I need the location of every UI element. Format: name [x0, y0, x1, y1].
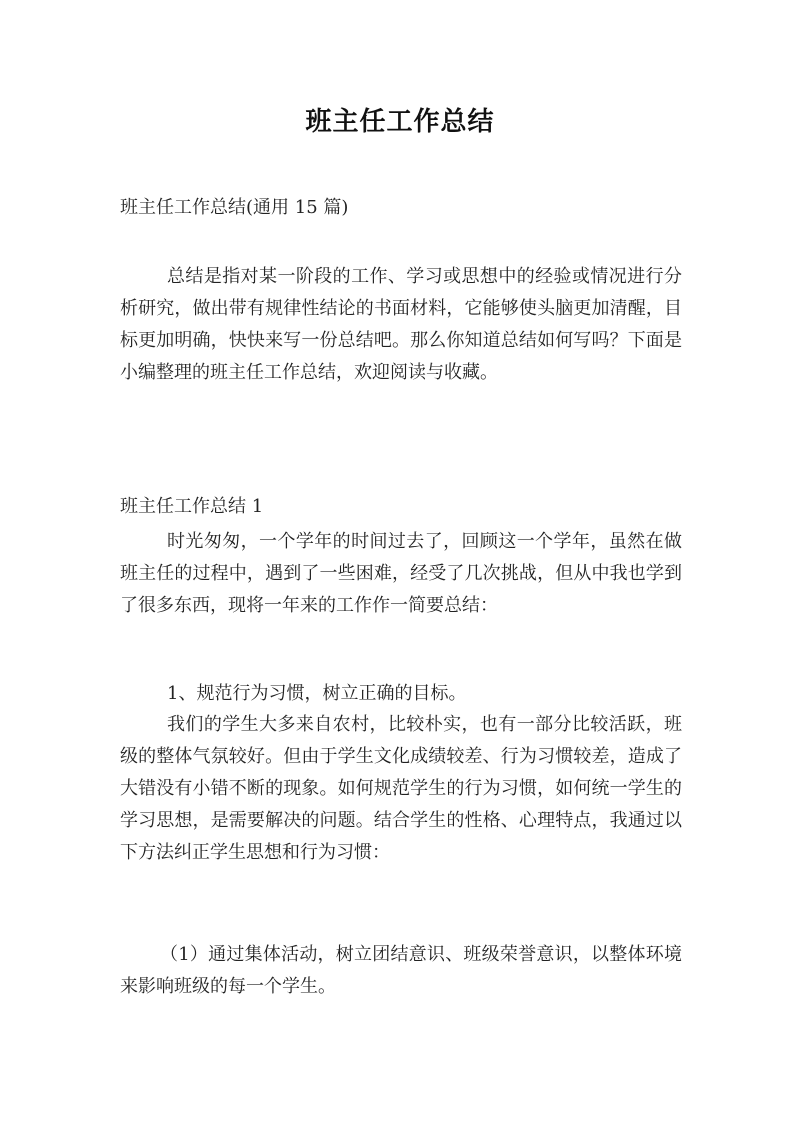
- intro-paragraph: 总结是指对某一阶段的工作、学习或思想中的经验或情况进行分析研究，做出带有规律性结论的书面材料，它能够使头脑更加清醒，目标更加明确，快快来写一份总结吧。那么你知道总结如何写吗？下面是小编整理的班主任工作总结，欢迎阅读与收藏。: [120, 266, 682, 383]
- section-heading: 班主任工作总结 1: [120, 496, 264, 517]
- list-item-1: 1、规范行为习惯，树立正确的目标。: [167, 683, 467, 704]
- document-title: 班主任工作总结: [305, 107, 495, 137]
- section-paragraph-1: 时光匆匆，一个学年的时间过去了，回顾这一个学年，虽然在做班主任的过程中，遇到了一些困难，经受了几次挑战，但从中我也学到了很多东西，现将一年来的工作作一简要总结：: [120, 531, 682, 616]
- section-paragraph-3: （1）通过集体活动，树立团结意识、班级荣誉意识，以整体环境来影响班级的每一个学生。: [120, 944, 682, 997]
- document-subtitle: 班主任工作总结(通用 15 篇): [120, 197, 349, 218]
- section-paragraph-2: 我们的学生大多来自农村，比较朴实，也有一部分比较活跃，班级的整体气氛较好。但由于学生文化成绩较差、行为习惯较差，造成了大错没有小错不断的现象。如何规范学生的行为习惯，如何统一学生的学习思想，是需要解决的问题。结合学生的性格、心理特点，我通过以下方法纠正学生思想和行为习惯：: [120, 714, 682, 863]
